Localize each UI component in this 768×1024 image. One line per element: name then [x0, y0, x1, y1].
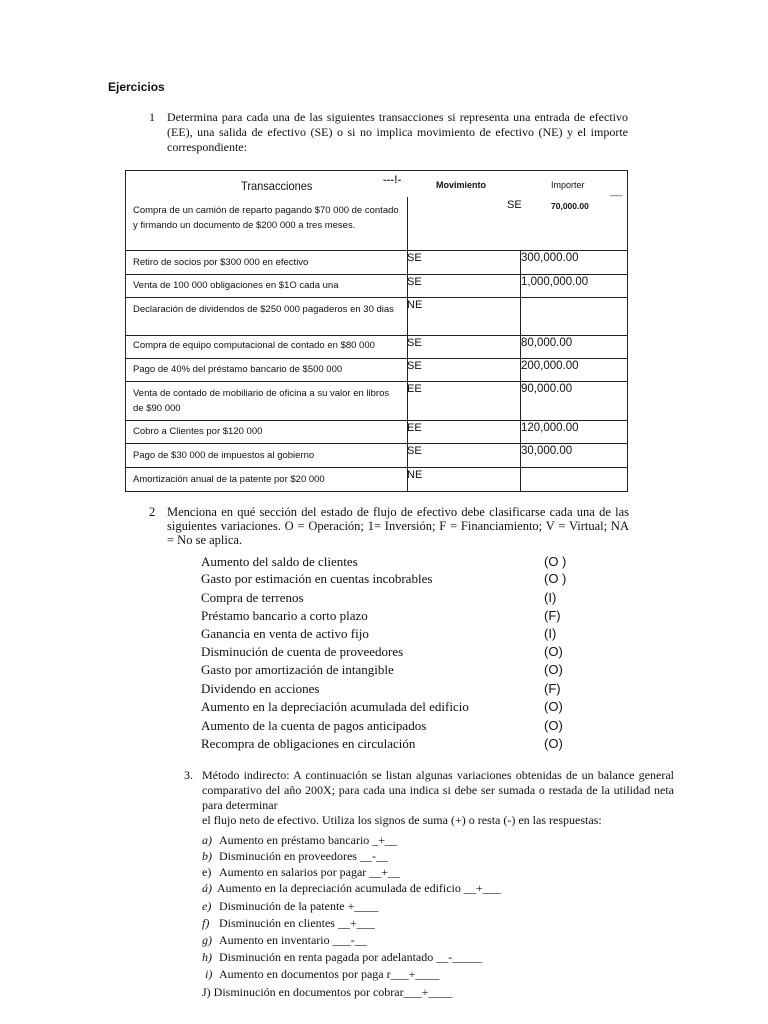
table-row-movement: SE — [407, 252, 422, 264]
header-transacciones: Transacciones — [241, 179, 313, 193]
table-row-amount: 70,000.00 — [551, 201, 589, 211]
list-item-marker: a) — [202, 833, 212, 847]
table-row-transaction: Venta de 100 000 obligaciones en $1O cada una — [133, 280, 339, 291]
list-item-marker: á) — [202, 881, 212, 895]
list-item-text: Aumento en salarios por pagar __+__ — [219, 865, 401, 879]
table-row-movement: EE — [407, 422, 422, 434]
table-row-movement: SE — [407, 360, 422, 372]
question-1-number: 1 — [149, 110, 155, 124]
list-item-text: Disminución de la patente +____ — [219, 899, 379, 913]
list-item — [202, 985, 452, 1000]
list-item-code: (O) — [544, 662, 563, 677]
list-item — [205, 967, 439, 982]
table-row-movement: NE — [407, 299, 423, 311]
table-row-amount: 80,000.00 — [521, 337, 573, 349]
list-item-marker: e) — [202, 899, 212, 913]
list-item-text: Aumento en la depreciación acumulada de edificio __+___ — [217, 881, 501, 895]
list-item-text: Aumento en inventario ___-__ — [219, 933, 367, 947]
list-item-marker: b) — [202, 849, 212, 863]
row-divider — [126, 335, 627, 336]
table-row-movement: SE — [407, 276, 422, 288]
row-divider — [126, 274, 627, 275]
table-row-transaction: Pago de $30 000 de impuestos al gobierno — [133, 450, 315, 461]
list-item-label: Aumento en la depreciación acumulada del edificio — [201, 699, 469, 714]
list-item-code: (O) — [544, 736, 563, 751]
question-3-text-continued: el flujo neto de efectivo. Utiliza los signos de suma (+) o resta (-) en las respuestas: — [202, 813, 602, 827]
row-divider — [126, 250, 627, 251]
list-item-code: (O ) — [544, 554, 567, 569]
list-item-label: Gasto por estimación en cuentas incobrables — [201, 571, 433, 586]
list-item-code: (I) — [544, 626, 557, 641]
list-item-marker: h) — [202, 950, 212, 964]
list-item-text: J) Disminución en documentos por cobrar___+____ — [202, 985, 453, 999]
table-row-movement: SE — [507, 199, 522, 211]
table-row-transaction: Compra de un camión de reparto pagando $70 000 de contado y firmando un documento de $200 000 a tres meses. — [133, 205, 399, 231]
table-row-transaction: Cobro a Clientes por $120 000 — [133, 426, 263, 437]
list-item — [202, 881, 501, 896]
list-item-label: Ganancia en venta de activo fijo — [201, 626, 369, 641]
row-divider — [126, 467, 627, 468]
list-item-text: Aumento en documentos por paga r___+____ — [219, 967, 440, 981]
list-item — [202, 899, 378, 914]
header-dashes-mark: ---!- — [383, 174, 402, 186]
list-item-code: (O) — [544, 718, 563, 733]
list-item-code: (O) — [544, 644, 563, 659]
question-2-text: Menciona en qué sección del estado de flujo de efectivo debe clasificarse cada una de las siguientes variaciones. O = Operación; 1= Inversión; F = Financiamiento; V = Virtual; NA = No se aplica. — [167, 505, 629, 547]
list-item-text: Disminución en proveedores __-__ — [219, 849, 388, 863]
table-row-amount: 200,000.00 — [521, 360, 579, 372]
list-item — [202, 849, 388, 864]
list-item-code: (F) — [544, 608, 561, 623]
row-divider — [126, 381, 627, 382]
header-movimiento: Movimiento — [436, 180, 487, 190]
list-item-label: Compra de terrenos — [201, 590, 304, 605]
list-item-text: Disminución en clientes __+___ — [219, 916, 375, 930]
list-item-text: Aumento en préstamo bancario _+__ — [219, 833, 398, 847]
table-row-movement: SE — [407, 445, 422, 457]
list-item-label: Recompra de obligaciones en circulación — [201, 736, 416, 751]
list-item-label: Préstamo bancario a corto plazo — [201, 608, 368, 623]
transactions-table — [125, 170, 628, 492]
list-item — [202, 865, 400, 880]
table-row-amount: 90,000.00 — [521, 383, 573, 395]
list-item — [202, 833, 397, 848]
list-item — [202, 916, 375, 931]
list-item-marker: g) — [202, 933, 212, 947]
list-item-code: (I) — [544, 590, 557, 605]
table-row-transaction: Amortización anual de la patente por $20 000 — [133, 474, 325, 485]
list-item-label: Aumento del saldo de clientes — [201, 554, 358, 569]
list-item-code: (O) — [544, 699, 563, 714]
question-3-text: Método indirecto: A continuación se listan algunas variaciones obtenidas de un balance general comparativo del año 200X; para cada una indica si debe ser sumada o restada de la utilidad neta para determinar — [202, 768, 674, 812]
table-row-transaction: Compra de equipo computacional de contado en $80 000 — [133, 340, 375, 351]
list-item-text: Disminución en renta pagada por adelantado __-_____ — [219, 950, 483, 964]
table-row-transaction: Retiro de socios por $300 000 en efectivo — [133, 257, 309, 268]
table-row-transaction: Pago de 40% del préstamo bancario de $500 000 — [133, 364, 343, 375]
table-row-amount: 30,000.00 — [521, 445, 573, 457]
list-item-label: Gasto por amortización de intangible — [201, 662, 394, 677]
list-item-code: (F) — [544, 681, 561, 696]
header-importe: Importer — [551, 180, 585, 190]
table-row-movement: EE — [407, 383, 422, 395]
row-divider — [126, 358, 627, 359]
list-item-marker: e) — [202, 865, 212, 879]
question-2-number: 2 — [149, 505, 156, 519]
list-item-marker: f) — [202, 916, 210, 930]
list-item-code: (O ) — [544, 571, 567, 586]
table-row-amount: 300,000.00 — [521, 252, 579, 264]
list-item-label: Aumento de la cuenta de pagos anticipados — [201, 718, 427, 733]
list-item-label: Disminución de cuenta de proveedores — [201, 644, 404, 659]
page-title: Ejercicios — [108, 80, 165, 94]
list-item — [202, 933, 367, 948]
row-divider — [126, 420, 627, 421]
table-row-movement: NE — [407, 469, 423, 481]
row-divider — [126, 297, 627, 298]
table-row-amount: 120,000.00 — [521, 422, 579, 434]
table-row-amount: 1,000,000.00 — [521, 276, 589, 288]
row-divider — [126, 443, 627, 444]
question-1-text: Determina para cada una de las siguientes transacciones si representa una entrada de efectivo (EE), una salida de efectivo (SE) o si no implica movimiento de efectivo (NE) y el importe correspondiente: — [167, 110, 628, 154]
list-item-marker: i) — [205, 967, 213, 981]
list-item — [202, 950, 482, 965]
list-item-label: Dividendo en acciones — [201, 681, 320, 696]
question-3-number: 3. — [184, 768, 193, 782]
stray-line-mark: __ — [610, 185, 623, 197]
table-row-transaction: Declaración de dividendos de $250 000 pagaderos en 30 dias — [133, 304, 394, 315]
table-row-movement: SE — [407, 337, 422, 349]
table-row-transaction: Venta de contado de mobiliario de oficina a su valor en libros de $90 000 — [133, 388, 390, 414]
